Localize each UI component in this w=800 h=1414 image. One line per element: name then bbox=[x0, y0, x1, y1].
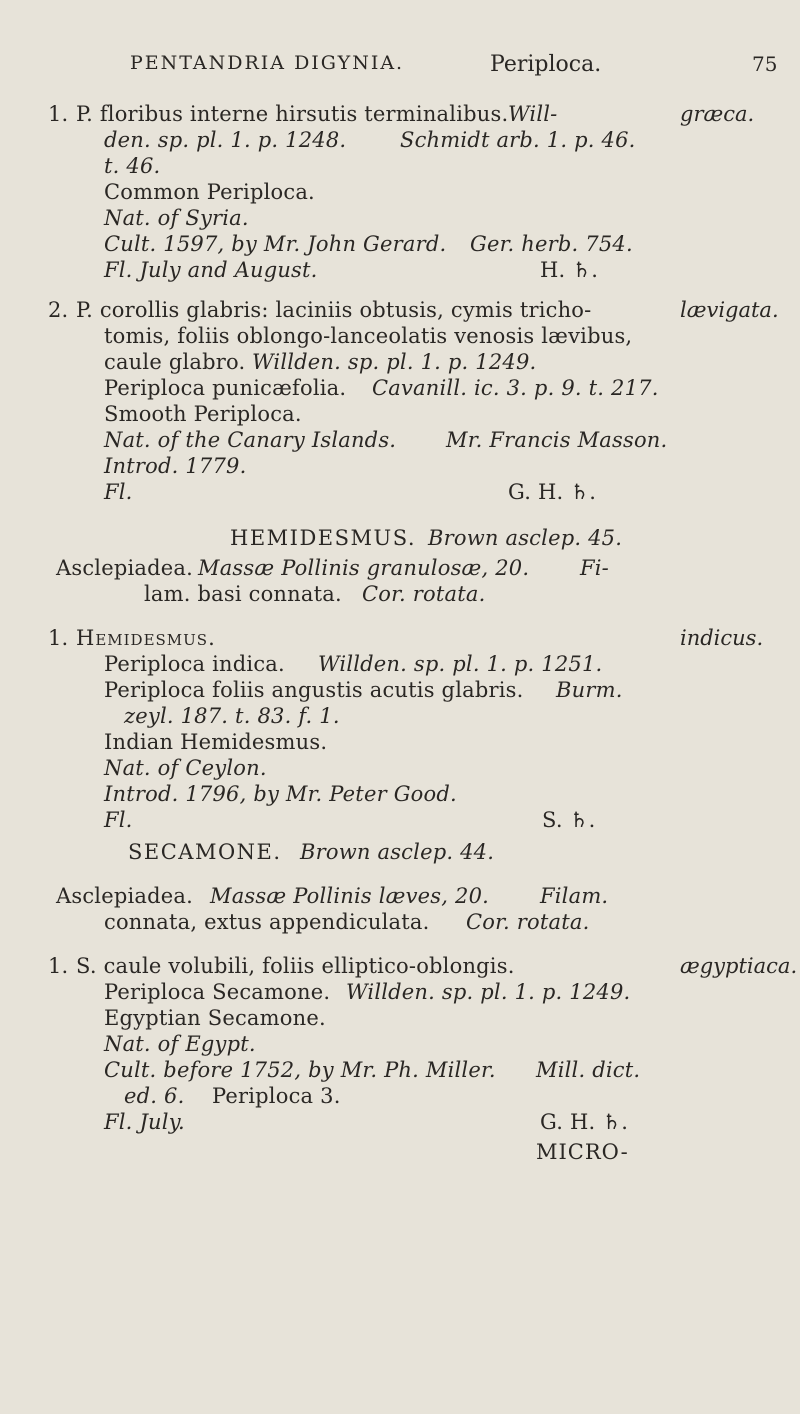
header-genus: Periploca. bbox=[490, 52, 602, 77]
reference: Cavanill. ic. 3. p. 9. t. 217. bbox=[372, 376, 659, 400]
flowering-time: Fl. bbox=[104, 480, 133, 504]
genus-name: SECAMONE. bbox=[128, 840, 282, 864]
cultivation: Cult. before 1752, by Mr. Ph. Miller. bbox=[104, 1058, 496, 1082]
author-citation: Will- bbox=[508, 102, 558, 126]
genus-character: Massæ Pollinis granulosæ, 20. bbox=[198, 556, 530, 580]
reference: t. 46. bbox=[104, 154, 161, 178]
genus-character: Cor. rotata. bbox=[466, 910, 590, 934]
trivial-name: indicus. bbox=[680, 626, 764, 650]
introduction-date: Introd. 1796, by Mr. Peter Good. bbox=[104, 782, 457, 806]
synonym: Periploca foliis angustis acutis glabris. bbox=[104, 678, 524, 702]
species-description: tomis, foliis oblongo-lanceolatis venosis lævibus, bbox=[104, 324, 633, 348]
species-description: P. floribus interne hirsutis terminalibus. bbox=[76, 102, 509, 126]
reference: Periploca 3. bbox=[212, 1084, 341, 1108]
reference: Willden. sp. pl. 1. p. 1251. bbox=[318, 652, 603, 676]
species-description: S. caule volubili, foliis elliptico-oblongis. bbox=[76, 954, 515, 978]
genus-character: Massæ Pollinis læves, 20. bbox=[210, 884, 490, 908]
catchword: MICRO- bbox=[536, 1140, 629, 1164]
native-region: Nat. of Egypt. bbox=[104, 1032, 256, 1056]
genus-authority: Brown asclep. 45. bbox=[428, 526, 623, 550]
page-number: 75 bbox=[752, 52, 778, 76]
native-region: Nat. of Syria. bbox=[104, 206, 249, 230]
trivial-name: græca. bbox=[680, 102, 755, 126]
genus-character: Cor. rotata. bbox=[362, 582, 486, 606]
species-number: 1. bbox=[48, 626, 69, 650]
reference: Burm. bbox=[556, 678, 623, 702]
synonym: Periploca punicæfolia. bbox=[104, 376, 347, 400]
reference: Schmidt arb. 1. p. 46. bbox=[400, 128, 636, 152]
species-description: caule glabro. bbox=[104, 350, 246, 374]
reference: den. sp. pl. 1. p. 1248. bbox=[104, 128, 347, 152]
common-name: Indian Hemidesmus. bbox=[104, 730, 328, 754]
genus-character: Asclepiadea. bbox=[56, 556, 193, 580]
cultivation: Cult. 1597, by Mr. John Gerard. bbox=[104, 232, 447, 256]
header-title: PENTANDRIA DIGYNIA. bbox=[130, 52, 405, 74]
genus-character: Asclepiadea. bbox=[56, 884, 193, 908]
flowering-time: Fl. July and August. bbox=[104, 258, 318, 282]
genus-character: Fi- bbox=[580, 556, 609, 580]
reference: Willden. sp. pl. 1. p. 1249. bbox=[252, 350, 537, 374]
native-region: Nat. of Ceylon. bbox=[104, 756, 267, 780]
common-name: Common Periploca. bbox=[104, 180, 315, 204]
introduction-date: Introd. 1779. bbox=[104, 454, 247, 478]
species-number: 1. bbox=[48, 954, 69, 978]
genus-name: Hemidesmus. bbox=[76, 626, 216, 650]
common-name: Egyptian Secamone. bbox=[104, 1006, 326, 1030]
native-region: Nat. of the Canary Islands. bbox=[104, 428, 397, 452]
habitat-symbol: G. H. ♄. bbox=[540, 1110, 629, 1134]
species-number: 1. bbox=[48, 102, 69, 126]
trivial-name: ægyptiaca. bbox=[680, 954, 798, 978]
genus-character: Filam. bbox=[540, 884, 609, 908]
synonym: Periploca Secamone. bbox=[104, 980, 331, 1004]
reference: Mill. dict. bbox=[536, 1058, 641, 1082]
running-header bbox=[130, 52, 778, 78]
species-description: P. corollis glabris: laciniis obtusis, cymis tricho- bbox=[76, 298, 592, 322]
habitat-symbol: H. ♄. bbox=[540, 258, 599, 282]
genus-character: connata, extus appendiculata. bbox=[104, 910, 430, 934]
flowering-time: Fl. bbox=[104, 808, 133, 832]
reference: ed. 6. bbox=[124, 1084, 185, 1108]
trivial-name: lævigata. bbox=[680, 298, 779, 322]
genus-authority: Brown asclep. 44. bbox=[300, 840, 495, 864]
genus-name: HEMIDESMUS. bbox=[230, 526, 417, 550]
synonym: Periploca indica. bbox=[104, 652, 285, 676]
species-number: 2. bbox=[48, 298, 69, 322]
genus-character: lam. basi connata. bbox=[144, 582, 342, 606]
habitat-symbol: G. H. ♄. bbox=[508, 480, 597, 504]
reference: Ger. herb. 754. bbox=[470, 232, 633, 256]
common-name: Smooth Periploca. bbox=[104, 402, 302, 426]
flowering-time: Fl. July. bbox=[104, 1110, 185, 1134]
reference: Willden. sp. pl. 1. p. 1249. bbox=[346, 980, 631, 1004]
reference: zeyl. 187. t. 83. f. 1. bbox=[124, 704, 340, 728]
collector: Mr. Francis Masson. bbox=[446, 428, 668, 452]
habitat-symbol: S. ♄. bbox=[542, 808, 596, 832]
